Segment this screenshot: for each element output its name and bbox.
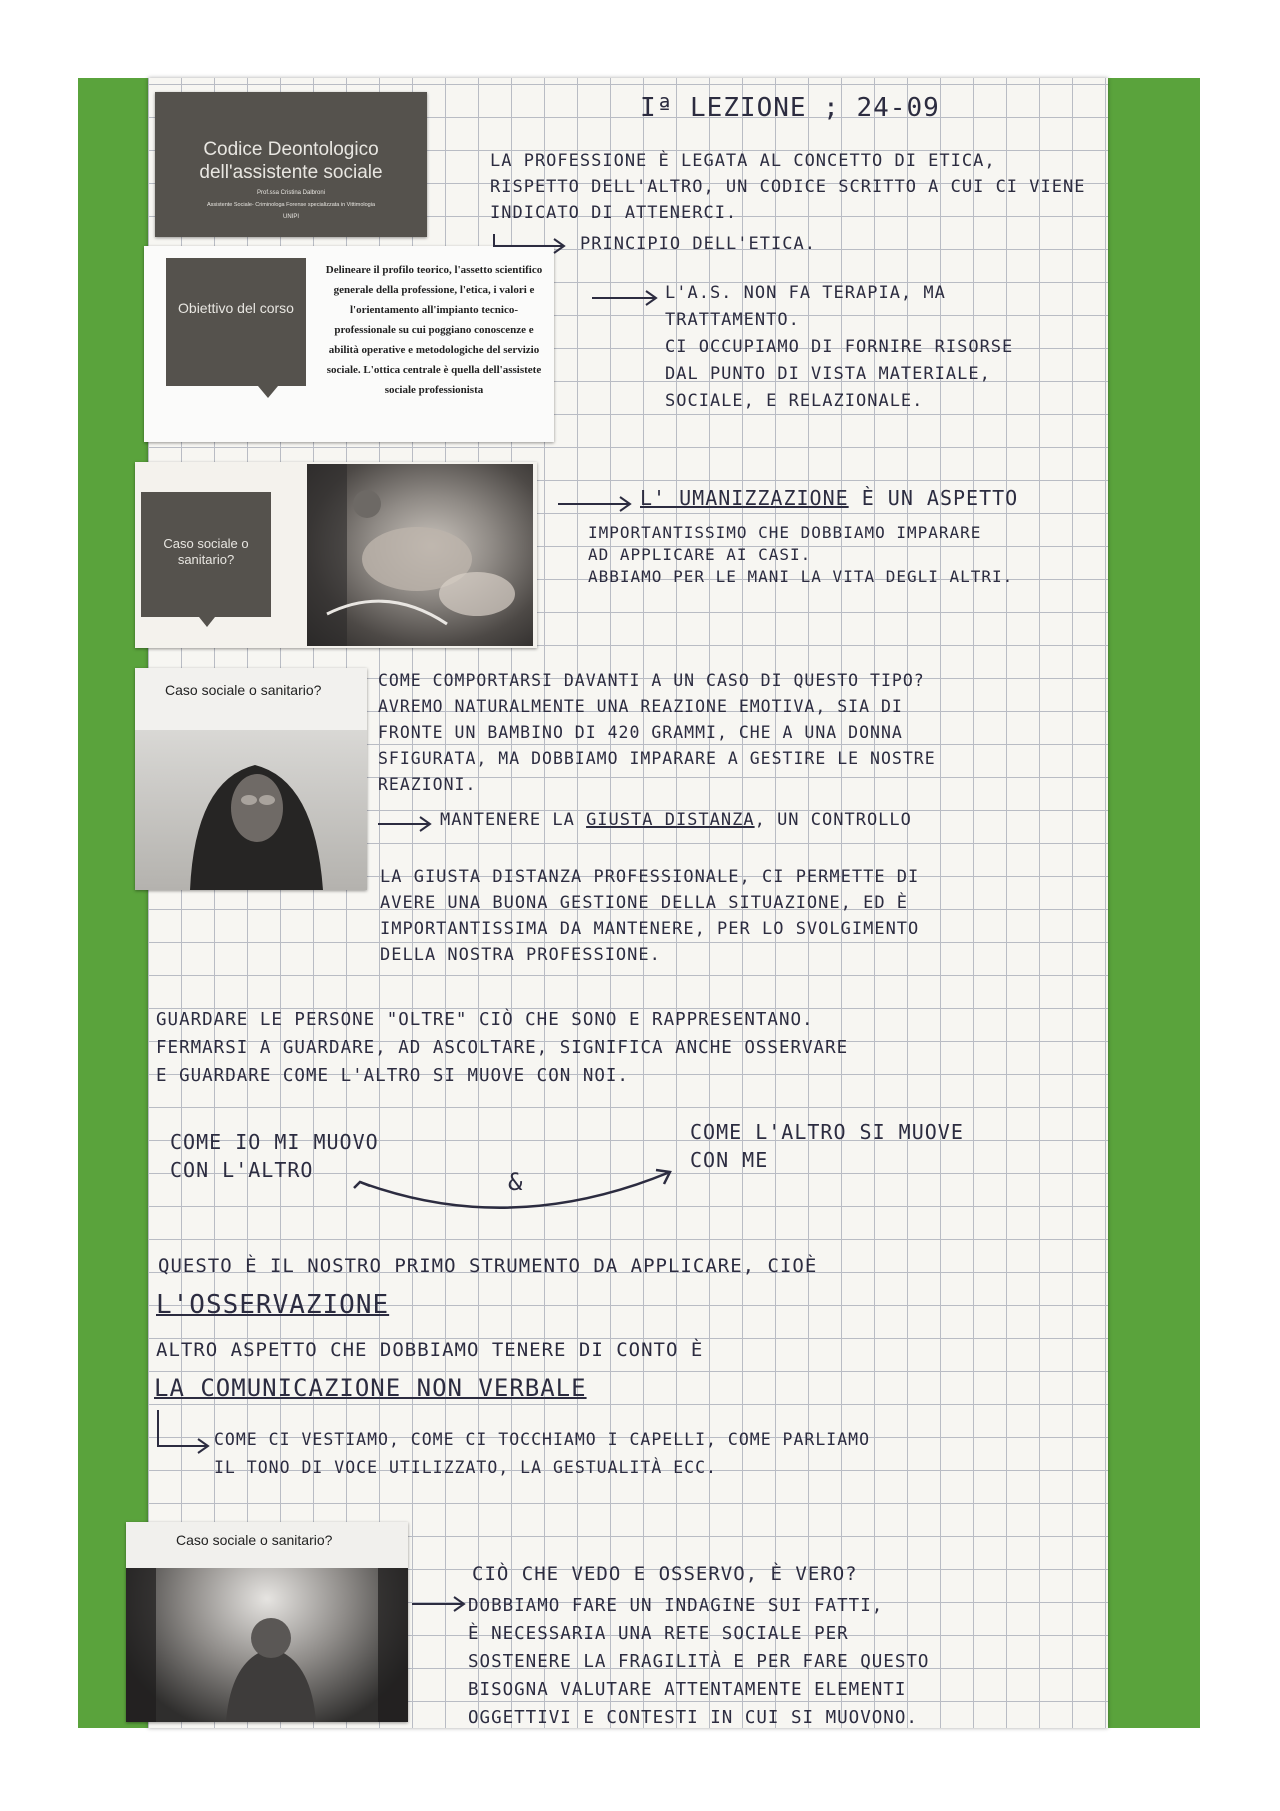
slide-label-box	[141, 492, 271, 617]
note-line: ABBIAMO PER LE MANI LA VITA DEGLI ALTRI.	[588, 567, 1014, 586]
note-line: LA GIUSTA DISTANZA PROFESSIONALE, CI PERMETTE DI	[380, 867, 920, 887]
woman-photo-shapes	[135, 730, 367, 890]
slide-codice-deontologico	[155, 92, 427, 237]
note-line: SOSTENERE LA FRAGILITÀ E PER FARE QUESTO	[468, 1652, 930, 1672]
note-line: CON L'ALTRO	[170, 1158, 314, 1182]
slide-obiettivo-corso	[144, 246, 554, 442]
note-paragraph-vestiamo	[214, 1426, 870, 1482]
child-photo	[126, 1568, 408, 1722]
note-line: SFIGURATA, MA DOBBIAMO IMPARARE A GESTIRE LE NOSTRE	[378, 749, 936, 768]
note-line: IMPORTANTISSIMA DA MANTENERE, PER LO SVOLGIMENTO	[380, 919, 920, 939]
note-paragraph-etica	[490, 148, 1085, 226]
double-arrow-curve-icon	[350, 1158, 680, 1228]
arrow-icon	[378, 814, 438, 834]
note-line: DELLA NOSTRA PROFESSIONE.	[380, 945, 661, 965]
slide-caso-donna	[135, 668, 367, 890]
note-line: SOCIALE, E RELAZIONALE.	[665, 391, 924, 411]
slide-title: Codice Deontologico dell'assistente sociale	[199, 139, 383, 183]
note-line: REAZIONI.	[378, 775, 477, 794]
arrow-icon	[412, 1594, 472, 1614]
speech-pointer-shape	[258, 386, 278, 398]
note-line: È UN ASPETTO	[848, 486, 1019, 510]
note-domanda: CIÒ CHE VEDO E OSSERVO, È VERO?	[472, 1563, 858, 1585]
note-ampersand: &	[508, 1168, 524, 1196]
newborn-photo-shapes	[307, 464, 533, 646]
newborn-photo	[307, 464, 533, 646]
note-line: L'A.S. NON FA TERAPIA, MA	[665, 283, 946, 303]
note-line: È NECESSARIA UNA RETE SOCIALE PER	[468, 1624, 849, 1644]
speech-pointer-shape	[199, 617, 215, 627]
note-paragraph-terapia	[665, 280, 1013, 415]
note-line: COME L'ALTRO SI MUOVE	[690, 1120, 964, 1144]
note-line: AD APPLICARE AI CASI.	[588, 545, 812, 564]
child-photo-shapes	[126, 1568, 408, 1722]
note-strumento: QUESTO È IL NOSTRO PRIMO STRUMENTO DA APPLICARE, CIOÈ	[158, 1255, 818, 1277]
note-altro-aspetto: ALTRO ASPETTO CHE DOBBIAMO TENERE DI CONTO È	[156, 1339, 704, 1361]
note-line: FRONTE UN BAMBINO DI 420 GRAMMI, CHE A UNA DONNA	[378, 723, 903, 742]
note-line: CI OCCUPIAMO DI FORNIRE RISORSE	[665, 337, 1014, 357]
lesson-heading: Iª LEZIONE ; 24-09	[640, 93, 940, 123]
slide-label: Caso sociale o sanitario?	[163, 536, 249, 567]
note-line: COME COMPORTARSI DAVANTI A UN CASO DI QUESTO TIPO?	[378, 671, 925, 690]
note-line: OGGETTIVI E CONTESTI IN CUI SI MUOVONO.	[468, 1708, 918, 1728]
note-line: LA PROFESSIONE È LEGATA AL CONCETTO DI ETICA,	[490, 151, 996, 171]
note-underlined: L' UMANIZZAZIONE	[640, 486, 849, 510]
note-osservazione: L'OSSERVAZIONE	[156, 1290, 390, 1320]
slide-author: Prof.ssa Cristina Dalbroni	[256, 190, 326, 196]
slide-label: Caso sociale o sanitario?	[165, 682, 322, 698]
note-line: GUARDARE LE PERSONE "OLTRE" CIÒ CHE SONO E RAPPRESENTANO.	[156, 1010, 814, 1030]
note-paragraph-guardare	[156, 1006, 848, 1090]
note-line: FERMARSI A GUARDARE, AD ASCOLTARE, SIGNIFICA ANCHE OSSERVARE	[156, 1038, 849, 1058]
note-line: IL TONO DI VOCE UTILIZZATO, LA GESTUALITÀ ECC.	[214, 1458, 717, 1477]
note-paragraph-umanizzazione	[588, 522, 1013, 588]
disfigured-woman-photo	[135, 730, 367, 890]
note-paragraph-comportarsi	[378, 668, 936, 798]
note-giusta-distanza	[440, 808, 912, 832]
note-line: CON ME	[690, 1148, 769, 1172]
note-line: AVREMO NATURALMENTE UNA REAZIONE EMOTIVA, SIA DI	[378, 697, 903, 716]
slide-label: Obiettivo del corso	[178, 300, 294, 316]
note-line: COME IO MI MUOVO	[170, 1130, 379, 1154]
slide-caso-neonato	[135, 462, 537, 648]
slide-label-box	[166, 258, 306, 386]
note-line: RISPETTO DELL'ALTRO, UN CODICE SCRITTO A CUI CI VIENE	[490, 177, 1086, 197]
note-underlined: GIUSTA DISTANZA	[586, 810, 755, 830]
arrow-icon	[156, 1410, 216, 1460]
note-line: DAL PUNTO DI VISTA MATERIALE,	[665, 364, 991, 384]
note-umanizzazione-title	[640, 486, 1018, 510]
arrow-icon	[492, 234, 572, 254]
slide-university: UNIPI	[282, 214, 299, 220]
note-line: DOBBIAMO FARE UN INDAGINE SUI FATTI,	[468, 1596, 884, 1616]
slide-caso-bambina	[126, 1522, 408, 1722]
note-line: INDICATO DI ATTENERCI.	[490, 203, 738, 223]
slide-role: Assistente Sociale- Criminologa Forense specializzata in Vittimologia	[206, 202, 376, 208]
note-line: IMPORTANTISSIMO CHE DOBBIAMO IMPARARE	[588, 523, 982, 542]
note-paragraph-distanza	[380, 864, 919, 968]
slide-objective-text: Delineare il profilo teorico, l'assetto scientifico generale della professione, l'etica, i valori e l'orientamento all'impianto tecnico-professionale su cui poggiano conoscenze e abilità operative e metodologiche del servizio sociale. L'ottica centrale è quella dell'assistete sociale professionista	[325, 264, 543, 396]
note-line: E GUARDARE COME L'ALTRO SI MUOVE CON NOI.	[156, 1066, 629, 1086]
note-right-phrase	[690, 1118, 964, 1174]
note-comunicazione: LA COMUNICAZIONE NON VERBALE	[154, 1374, 587, 1402]
note-line: AVERE UNA BUONA GESTIONE DELLA SITUAZIONE, ED È	[380, 893, 909, 913]
note-line: BISOGNA VALUTARE ATTENTAMENTE ELEMENTI	[468, 1680, 907, 1700]
note-left-phrase	[170, 1128, 379, 1184]
slide-label: Caso sociale o sanitario?	[176, 1532, 333, 1548]
note-line: , UN CONTROLLO	[754, 810, 912, 830]
arrow-icon	[592, 288, 662, 308]
note-principio-etica: PRINCIPIO DELL'ETICA.	[580, 234, 816, 254]
note-paragraph-indagine	[468, 1592, 929, 1732]
note-line: COME CI VESTIAMO, COME CI TOCCHIAMO I CAPELLI, COME PARLIAMO	[214, 1430, 871, 1449]
note-line: TRATTAMENTO.	[665, 310, 800, 330]
arrow-icon	[558, 494, 638, 514]
note-line: MANTENERE LA	[440, 810, 587, 830]
